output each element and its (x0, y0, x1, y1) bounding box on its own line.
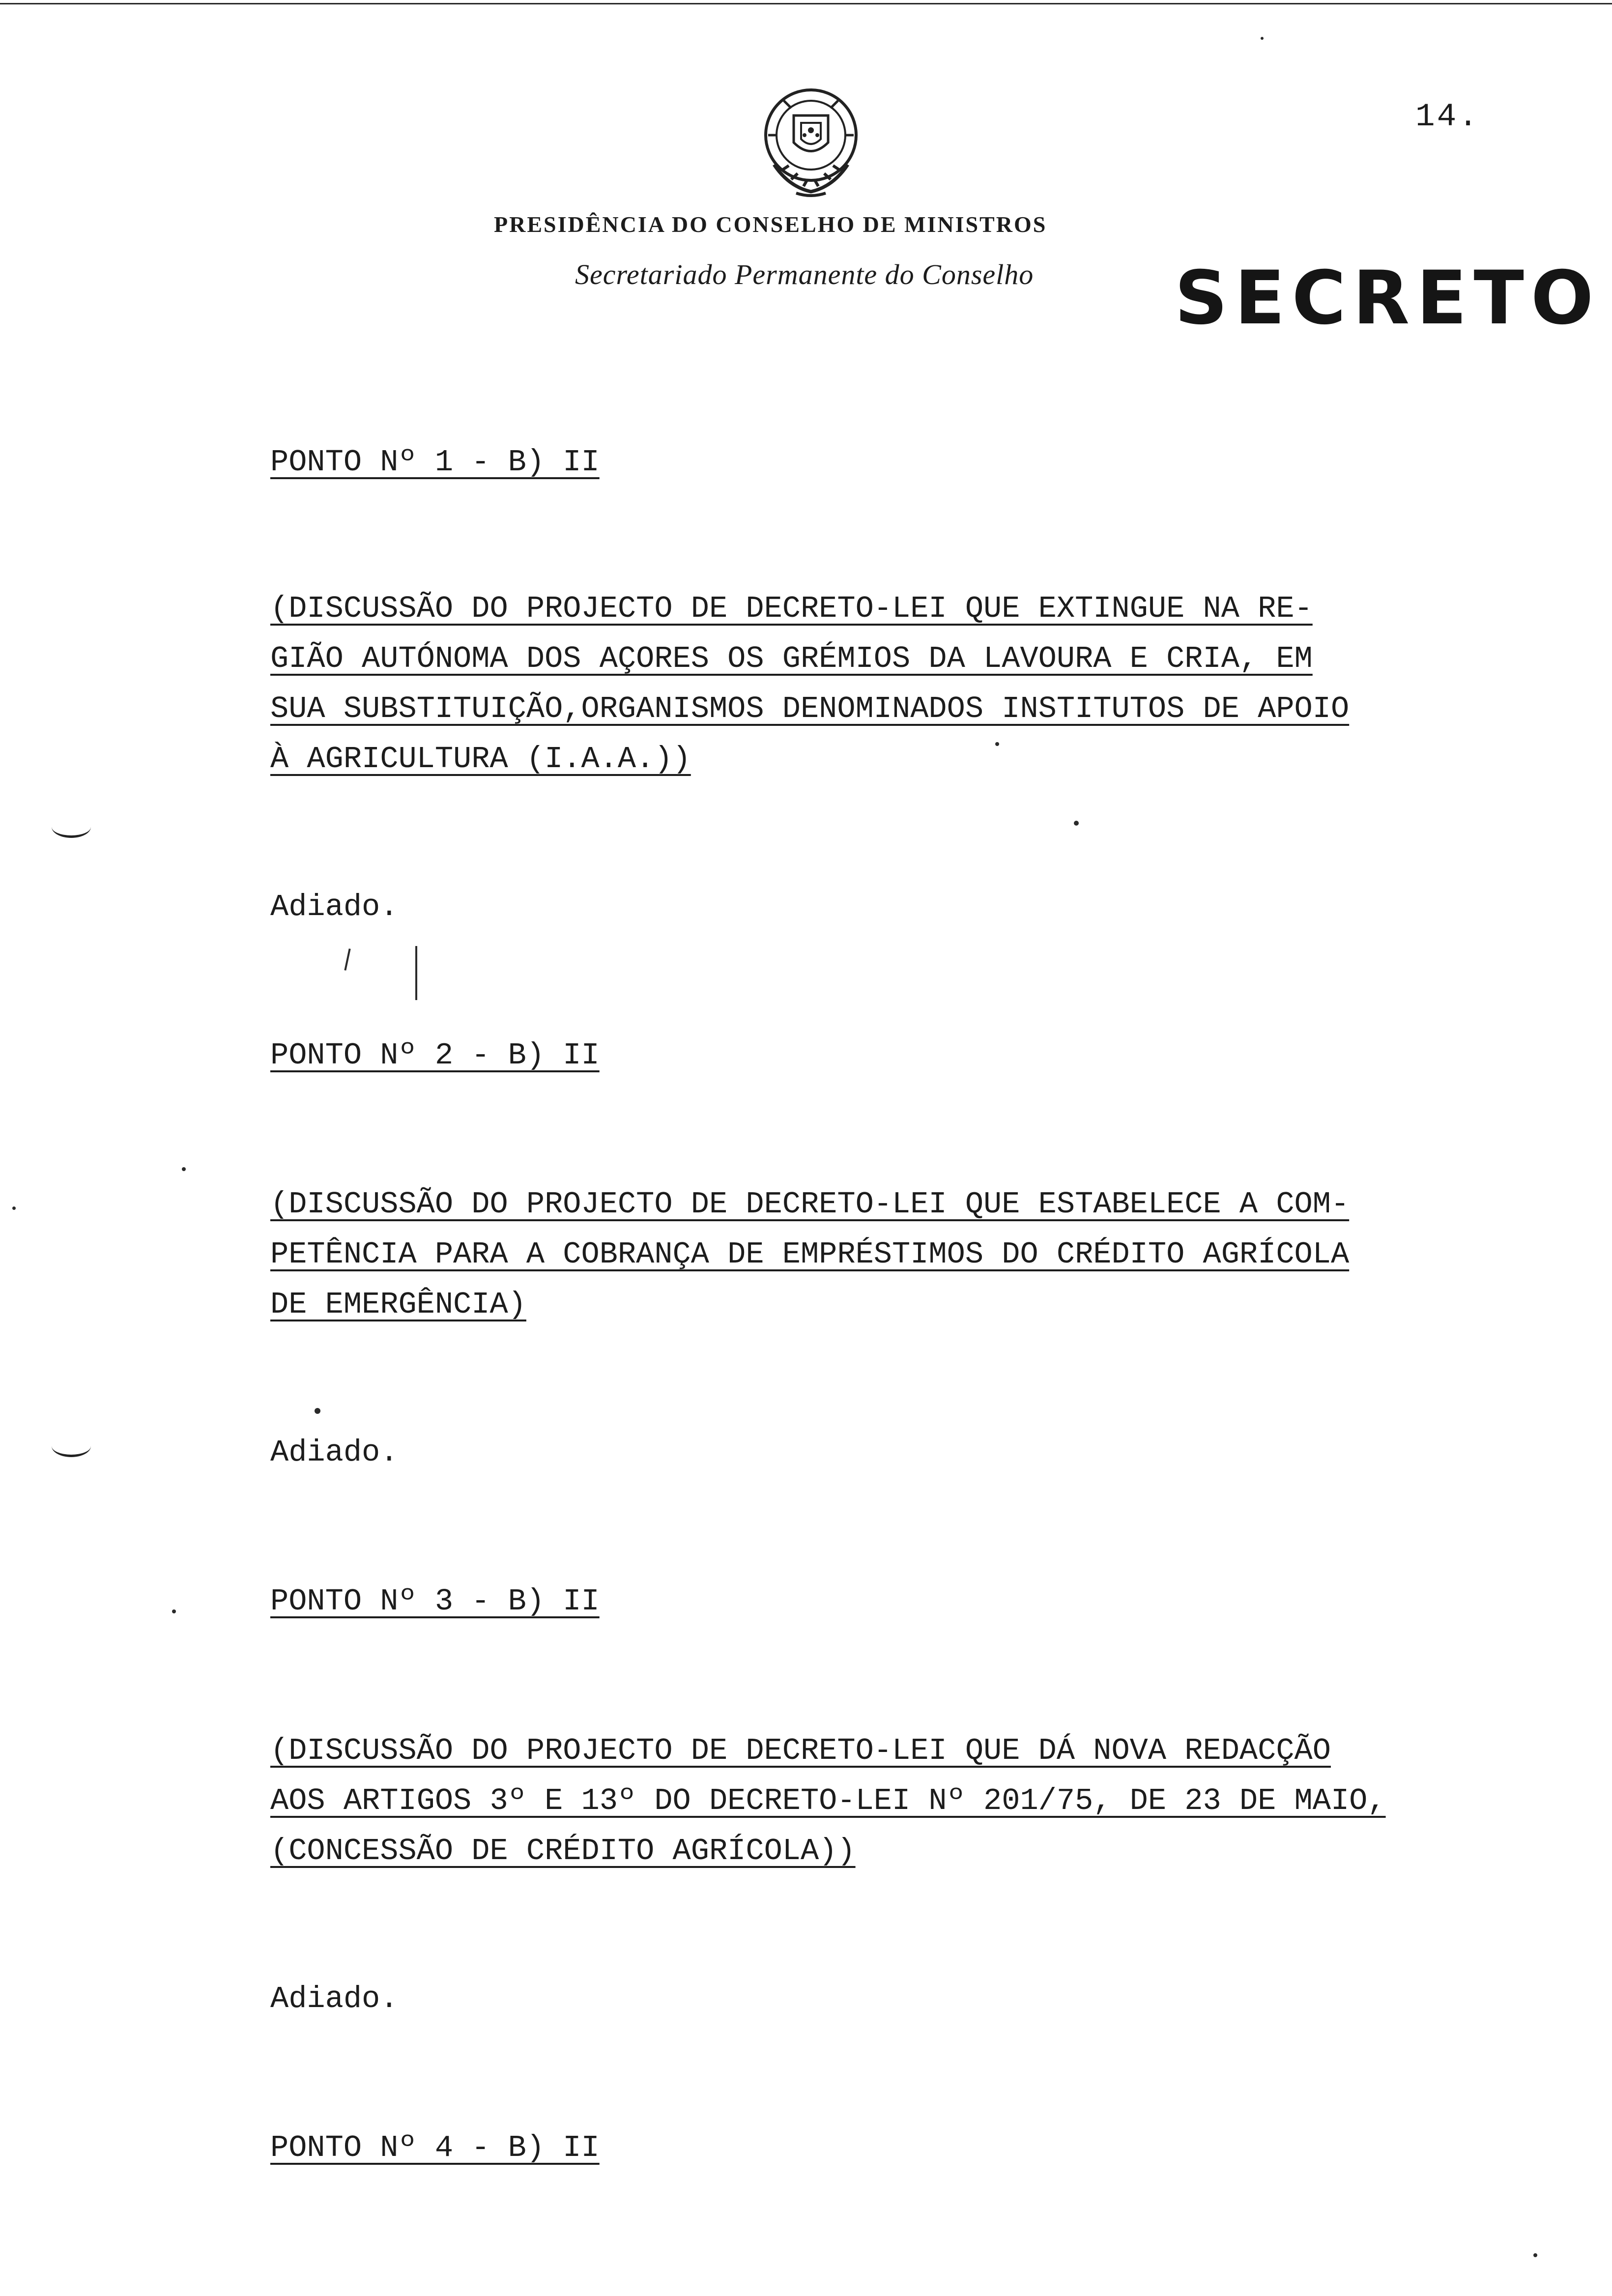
ink-dot (1074, 821, 1079, 826)
ink-dot (1261, 37, 1264, 40)
item-1-description-line: SUA SUBSTITUIÇÃO,ORGANISMOS DENOMINADOS INSTITUTOS DE APOIO (270, 691, 1350, 726)
ink-dot (12, 1206, 16, 1210)
ink-dot (315, 1408, 320, 1414)
item-3-decision: Adiado. (270, 1981, 399, 2016)
item-2-description-line: PETÊNCIA PARA A COBRANÇA DE EMPRÉSTIMOS DO CRÉDITO AGRÍCOLA (270, 1237, 1350, 1272)
item-1-description-line: À AGRICULTURA (I.A.A.)) (270, 742, 691, 776)
item-2-description-line: DE EMERGÊNCIA) (270, 1287, 526, 1322)
margin-mark (52, 816, 91, 838)
ink-dot (995, 742, 999, 746)
item-3-description-line: AOS ARTIGOS 3º E 13º DO DECRETO-LEI Nº 201/75, DE 23 DE MAIO, (270, 1783, 1386, 1818)
item-2-decision: Adiado. (270, 1435, 399, 1470)
institution-name: PRESIDÊNCIA DO CONSELHO DE MINISTROS (494, 212, 1047, 237)
item-1-description-line: GIÃO AUTÓNOMA DOS AÇORES OS GRÉMIOS DA LAVOURA E CRIA, EM (270, 641, 1313, 676)
item-1-decision: Adiado. (270, 890, 399, 924)
item-3-description-line: (CONCESSÃO DE CRÉDITO AGRÍCOLA)) (270, 1834, 856, 1868)
item-4-heading: PONTO Nº 4 - B) II (270, 2130, 600, 2165)
margin-mark (52, 1435, 91, 1457)
portuguese-coat-of-arms-icon (754, 81, 867, 199)
item-1-description-line: (DISCUSSÃO DO PROJECTO DE DECRETO-LEI QUE EXTINGUE NA RE- (270, 591, 1313, 626)
item-3-heading: PONTO Nº 3 - B) II (270, 1584, 600, 1619)
ink-dot (1533, 2253, 1537, 2257)
classification-stamp: SECRETO (1175, 256, 1601, 341)
ink-dot (172, 1609, 176, 1613)
item-3-description-line: (DISCUSSÃO DO PROJECTO DE DECRETO-LEI QUE DÁ NOVA REDACÇÃO (270, 1733, 1331, 1768)
ink-dot (182, 1167, 186, 1171)
page-number: 14. (1415, 98, 1480, 135)
item-2-description-line: (DISCUSSÃO DO PROJECTO DE DECRETO-LEI QUE ESTABELECE A COM- (270, 1187, 1350, 1222)
pen-stroke (415, 946, 417, 1000)
item-2-heading: PONTO Nº 2 - B) II (270, 1038, 600, 1073)
pen-stroke (344, 948, 350, 971)
department-name: Secretariado Permanente do Conselho (575, 258, 1034, 290)
item-1-heading: PONTO Nº 1 - B) II (270, 445, 600, 480)
top-border-rule (0, 3, 1612, 4)
